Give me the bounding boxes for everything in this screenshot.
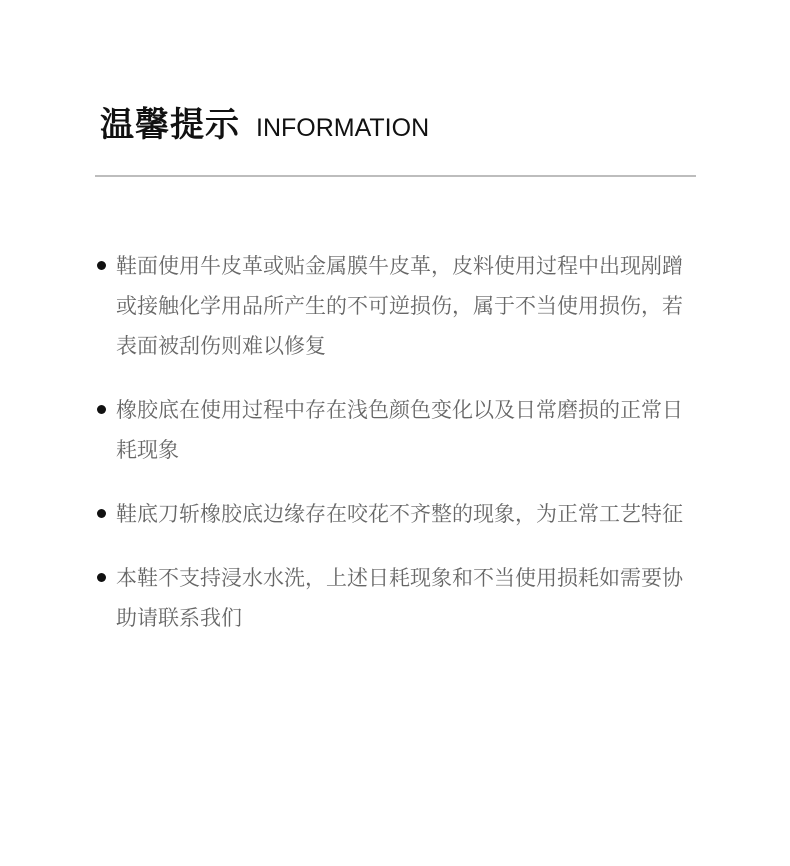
header-divider — [95, 175, 696, 177]
notes-list — [95, 246, 695, 662]
bullet-icon — [97, 509, 106, 518]
note-text: 橡胶底在使用过程中存在浅色颜色变化以及日常磨损的正常日耗现象 — [116, 398, 683, 462]
note-text: 鞋面使用牛皮革或贴金属膜牛皮革，皮料使用过程中出现剐蹭或接触化学用品所产生的不可逆损伤，属于不当使用损伤，若表面被刮伤则难以修复 — [116, 254, 683, 358]
note-text: 鞋底刀斩橡胶底边缘存在咬花不齐整的现象，为正常工艺特征 — [116, 502, 683, 526]
list-item — [95, 390, 695, 470]
bullet-icon — [97, 573, 106, 582]
bullet-icon — [97, 261, 106, 270]
bullet-icon — [97, 405, 106, 414]
note-text: 本鞋不支持浸水水洗，上述日耗现象和不当使用损耗如需要协助请联系我们 — [116, 566, 683, 630]
list-item — [95, 558, 695, 638]
list-item — [95, 246, 695, 366]
page-header — [100, 102, 429, 151]
page-subtitle: INFORMATION — [256, 114, 430, 142]
page-title: 温馨提示 — [100, 105, 240, 145]
list-item — [95, 494, 695, 534]
